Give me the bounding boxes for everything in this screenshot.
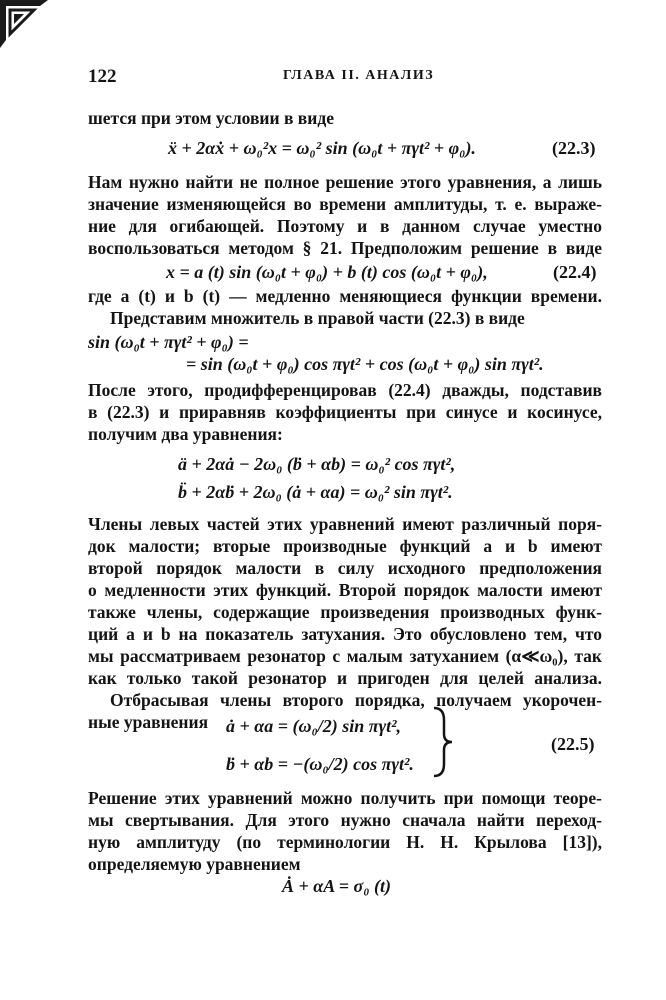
text-line: док малости; вторые производные функций a и b имеют — [88, 536, 602, 556]
right-brace — [432, 706, 454, 778]
text-line: ные уравнения — [88, 712, 209, 732]
equation-shortened-2: ḃ + αb = −(ω₀/2) cos πγt². — [226, 754, 414, 774]
chapter-title: ГЛАВА II. АНАЛИЗ — [283, 68, 435, 83]
text-line: получим два уравнения: — [88, 424, 283, 444]
equation-sin-expansion-2: = sin (ω₀t + φ₀) cos πγt² + cos (ω₀t + φ₀) sin πγt². — [186, 354, 544, 374]
text-line: второй порядок малости в силу исходного предположения — [88, 558, 602, 578]
text-line: ние для огибающей. Поэтому и в данном случае уместно — [88, 216, 602, 236]
text-line: Нам нужно найти не полное решение этого уравнения, а лишь — [88, 172, 602, 192]
equation-sin-expansion-1: sin (ω₀t + πγt² + φ₀) = — [88, 332, 249, 352]
text-line: Представим множитель в правой части (22.3) в виде — [110, 308, 525, 328]
text-line: мы рассматриваем резонатор с малым затуханием (α≪ω₀), так — [88, 646, 602, 666]
text-line: где a (t) и b (t) — медленно меняющиеся функции времени. — [88, 286, 602, 306]
text-line: После этого, продифференцировав (22.4) дважды, подставив — [88, 380, 602, 400]
text-line: мы свертывания. Для этого нужно сначала найти переход- — [88, 810, 602, 830]
text-line: также члены, содержащие произведения производных функ- — [88, 602, 602, 622]
text-line: Члены левых частей этих уравнений имеют различный поря- — [88, 514, 602, 534]
equation-22-3: ẍ + 2αẋ + ω₀²x = ω₀² sin (ω₀t + πγt² + φ₀). — [168, 138, 476, 158]
text-line: как только такой резонатор и пригоден для целей анализа. — [88, 668, 602, 688]
text-line: о медленности этих функций. Второй порядок малости имеют — [88, 580, 602, 600]
text-line: ций a и b на показатель затухания. Это обусловлено тем, что — [88, 624, 602, 644]
equation-shortened-1: ȧ + αa = (ω₀/2) sin πγt², — [226, 716, 401, 736]
equation-number-22-3: (22.3) — [552, 138, 596, 158]
text-line: в (22.3) и приравняв коэффициенты при синусе и косинусе, — [88, 402, 602, 422]
text-line: значение изменяющейся во времени амплитуды, т. е. выраже- — [88, 194, 602, 214]
equation-system-1: ä + 2αȧ − 2ω₀ (ḃ + αb) = ω₀² cos πγt², — [178, 454, 456, 474]
corner-ornament — [0, 0, 48, 48]
text-line: Отбрасывая члены второго порядка, получаем укорочен- — [110, 690, 602, 710]
equation-transient-amplitude: Ȧ + αA = σ₀ (t) — [282, 876, 391, 896]
equation-number-22-5: (22.5) — [551, 734, 595, 754]
text-line: воспользоваться методом § 21. Предположим решение в виде — [88, 238, 602, 258]
equation-number-22-4: (22.4) — [553, 262, 597, 282]
text-line: определяемую уравнением — [88, 854, 301, 874]
page-header — [88, 66, 602, 92]
equation-22-4: x = a (t) sin (ω₀t + φ₀) + b (t) cos (ω₀t + φ₀), — [166, 262, 488, 282]
text-line: ную амплитуду (по терминологии Н. Н. Крылова [13]), — [88, 832, 602, 852]
text-line: шется при этом условии в виде — [88, 108, 334, 128]
equation-system-2: b̈ + 2αḃ + 2ω₀ (ȧ + αa) = ω₀² sin πγt². — [178, 482, 453, 502]
page-number: 122 — [88, 66, 117, 87]
text-line: Решение этих уравнений можно получить при помощи теоре- — [88, 788, 602, 808]
